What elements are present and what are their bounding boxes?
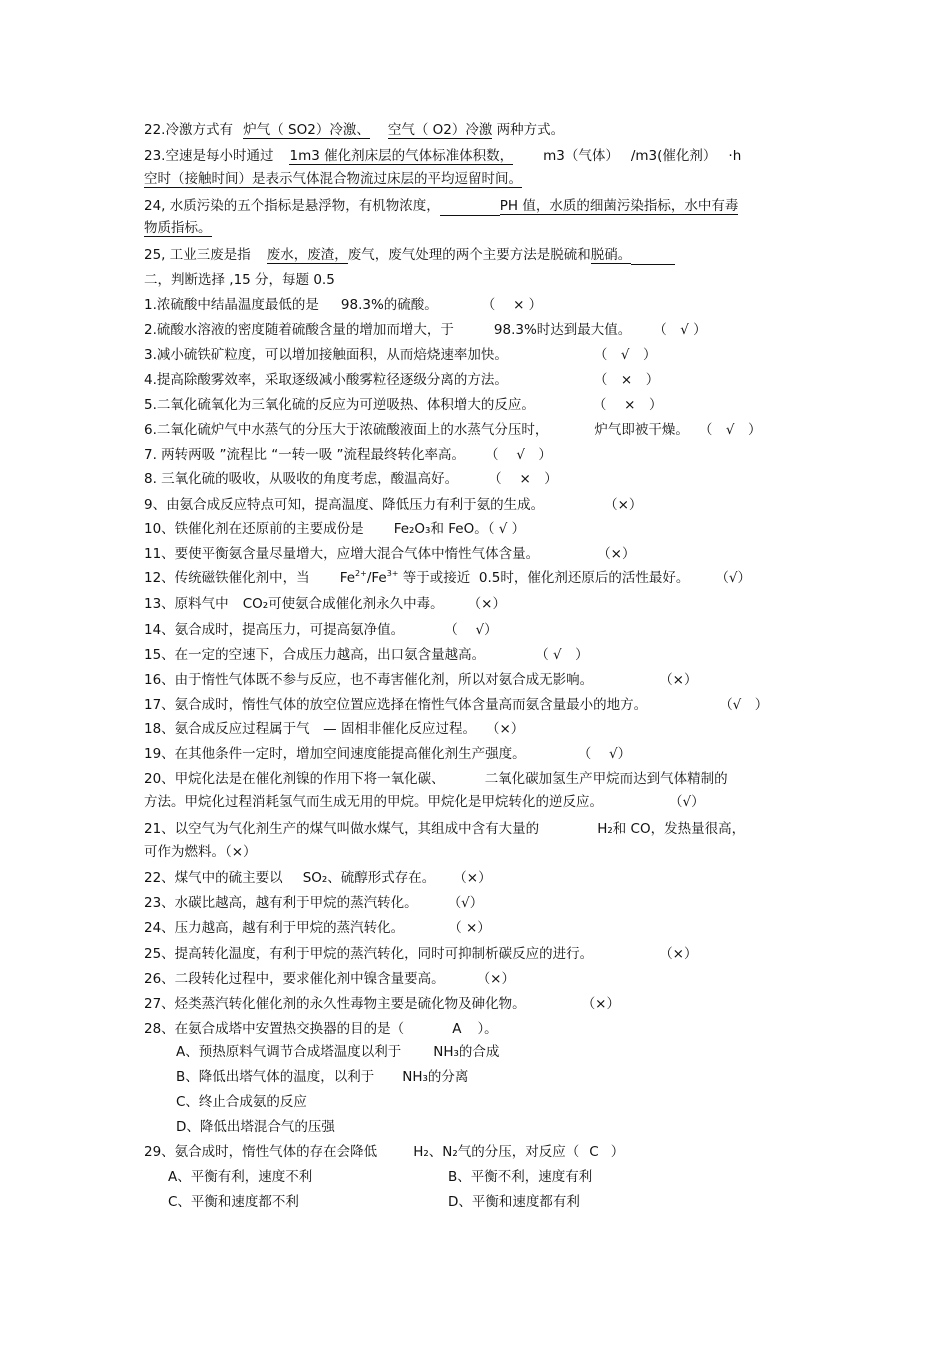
q25-text-1: 25, 工业三废是指 xyxy=(144,247,251,263)
q25-text-2: 废气，废气处理的两个主要方法是脱硫和 xyxy=(347,247,591,263)
judge-text: 7. 两转两吸 ”流程比 “一转一吸 ”流程最终转化率高。 xyxy=(144,447,466,463)
question-answer: A xyxy=(452,1021,462,1037)
q28-option-a xyxy=(176,1043,499,1061)
q23-text-2: 1m3 催化剂床层的气体标准体积数， xyxy=(289,148,514,164)
judge-item xyxy=(144,321,707,339)
judge-value: Fe₂O₃和 FeO。 xyxy=(393,521,488,537)
q23-line2: 空时（接触时间）是表示气体混合物流过床层的平均逗留时间。 xyxy=(144,171,522,187)
option-text: A、预热原料气调节合成塔温度以利于 xyxy=(176,1044,402,1060)
judge-text: 10、铁催化剂在还原前的主要成份是 xyxy=(144,521,364,537)
judge-answer: （×） xyxy=(485,721,525,737)
option-tail: NH₃的分离 xyxy=(402,1069,469,1085)
judge-text: 13、原料气中 xyxy=(144,596,229,612)
judge-text: 15、在一定的空速下，合成压力越高，出口氨含量越高。 xyxy=(144,647,486,663)
q24-text-1: 24, 水质污染的五个指标是悬浮物，有机物浓度， xyxy=(144,198,440,214)
judge-item xyxy=(144,720,524,738)
judge-item xyxy=(144,595,506,613)
judge-item xyxy=(144,646,589,664)
fill-q23 xyxy=(144,147,741,165)
judge-text: 6.二氧化硫炉气中水蒸气的分压大于浓硫酸液面上的水蒸气分压时， xyxy=(144,422,549,438)
judge-text: 20、甲烷化法是在催化剂镍的作用下将一氧化碳、 xyxy=(144,771,445,787)
option-text: A、平衡有利，速度不利 xyxy=(168,1169,313,1185)
judge-item xyxy=(144,945,698,963)
judge-text: 3.减小硫铁矿粒度，可以增加接触面积，从而焙烧速率加快。 xyxy=(144,347,508,363)
judge-text: 可作为燃料。（×） xyxy=(144,844,257,860)
q22-answer-2: 空气（ O2）冷激 xyxy=(387,122,493,138)
q22-text: 22.冷激方式有 xyxy=(144,122,238,138)
q28-stem xyxy=(144,1020,498,1038)
judge-value: H₂和 CO，发热量很高， xyxy=(597,821,746,837)
question-text: 29、氨合成时，惰性气体的存在会降低 xyxy=(144,1144,378,1160)
judge-value: 98.3%时达到最大值。 xyxy=(493,322,632,338)
judge-item xyxy=(144,621,498,639)
q23-text-4: /m3(催化剂） xyxy=(630,148,717,164)
q28-option-c: C、终止合成氨的反应 xyxy=(176,1094,307,1110)
option-text: B、降低出塔气体的温度，以利于 xyxy=(176,1069,375,1085)
judge-answer: （ √ ） xyxy=(485,447,552,463)
judge-text: 22、煤气中的硫主要以 xyxy=(144,870,283,886)
judge-answer: （×） xyxy=(581,996,620,1012)
judge-answer: （×） xyxy=(659,946,698,962)
judge-text: 12、传统磁铁催化剂中，当 xyxy=(144,570,310,586)
judge-item xyxy=(144,770,728,788)
q25-answer-3: 脱硝。 xyxy=(590,247,632,263)
q25-answer-1: 废水， xyxy=(266,247,308,263)
judge-text: 18、氨合成反应过程属于气 — 固相非催化反应过程。 xyxy=(144,721,476,737)
q28-option-d: D、降低出塔混合气的压强 xyxy=(176,1119,335,1135)
q29-options-row2 xyxy=(168,1193,808,1211)
judge-text: 24、压力越高，越有利于甲烷的蒸汽转化。 xyxy=(144,920,405,936)
judge-item xyxy=(144,470,558,488)
judge-item xyxy=(144,745,631,763)
q29-stem xyxy=(144,1143,624,1161)
judge-item-line2 xyxy=(144,843,257,861)
judge-text: 16、由于惰性气体既不参与反应，也不毒害催化剂，所以对氨合成无影响。 xyxy=(144,672,594,688)
q23-text-1: 23.空速是每小时通过 xyxy=(144,148,274,164)
judge-answer: （ √ ） xyxy=(487,521,526,537)
fill-q24-line2 xyxy=(144,219,212,237)
option-text: B、平衡不利，速度有利 xyxy=(448,1169,593,1185)
judge-item xyxy=(144,696,768,714)
judge-answer: （ ×） xyxy=(448,920,491,936)
q29-options-row1 xyxy=(168,1168,808,1186)
judge-value: CO₂可使氨合成催化剂永久中毒。 xyxy=(242,596,444,612)
q23-text-5: ·h xyxy=(728,148,742,164)
judge-value: 二氧化碳加氢生产甲烷而达到气体精制的 xyxy=(484,771,728,787)
fill-q23-line2 xyxy=(144,170,522,188)
judge-text: 8. 三氧化硫的吸收，从吸收的角度考虑，酸温高好。 xyxy=(144,471,459,487)
judge-item xyxy=(144,820,745,838)
judge-answer: （ × ） xyxy=(488,471,558,487)
judge-answer: （√） xyxy=(715,570,751,586)
question-close: ） xyxy=(610,1144,625,1160)
judge-answer: （√） xyxy=(669,794,705,810)
judge-answer: （√） xyxy=(447,895,484,911)
judge-answer: （ √ ） xyxy=(698,422,762,438)
judge-item xyxy=(144,894,483,912)
option-text: D、平衡和速度都有利 xyxy=(448,1194,580,1210)
fill-q25 xyxy=(144,246,675,265)
fill-q24 xyxy=(144,197,738,216)
judge-item xyxy=(144,346,657,364)
q22-answer-1: 炉气（ SO2）冷激、 xyxy=(243,122,370,138)
question-text-2: H₂、N₂气的分压，对反应（ xyxy=(413,1144,580,1160)
q28-option-b xyxy=(176,1068,468,1086)
judge-text: 17、氨合成时，惰性气体的放空位置应选择在惰性气体含量高而氨含量最小的地方。 xyxy=(144,697,648,713)
judge-answer: （ √ ） xyxy=(593,347,657,363)
judge-text: 21、以空气为气化剂生产的煤气叫做水煤气，其组成中含有大量的 xyxy=(144,821,540,837)
q24-line2: 物质指标。 xyxy=(144,220,212,236)
section-title: 二，判断选择 ,15 分，每题 0.5 xyxy=(144,272,335,288)
judge-text: 14、氨合成时，提高压力，可提高氨净值。 xyxy=(144,622,405,638)
judge-item xyxy=(144,995,620,1013)
judge-item xyxy=(144,919,491,937)
judge-value: 炉气即被干燥。 xyxy=(594,422,689,438)
judge-item xyxy=(144,869,492,887)
judge-text: 2.硫酸水溶液的密度随着硫酸含量的增加而增大，于 xyxy=(144,322,454,338)
judge-item xyxy=(144,371,659,389)
judge-item xyxy=(144,671,698,689)
judge-answer: （×） xyxy=(467,596,506,612)
judge-item xyxy=(144,296,542,314)
question-close: ）。 xyxy=(477,1021,498,1037)
judge-answer: （×） xyxy=(659,672,698,688)
judge-answer: （ √） xyxy=(577,746,632,762)
q25-answer-2: 废渣， xyxy=(307,247,348,263)
judge-answer: （×） xyxy=(597,546,636,562)
judge-item xyxy=(144,520,525,538)
judge-text: 方法。甲烷化过程消耗氢气而生成无用的甲烷。甲烷化是甲烷转化的逆反应。 xyxy=(144,794,603,810)
judge-text: 26、二段转化过程中，要求催化剂中镍含量要高。 xyxy=(144,971,445,987)
judge-answer: （√ ） xyxy=(719,697,769,713)
option-tail: NH₃的合成 xyxy=(433,1044,500,1060)
judge-item xyxy=(144,421,762,439)
judge-answer: （×） xyxy=(476,971,515,987)
judge-answer: （ √ ） xyxy=(535,647,589,663)
question-text: 28、在氨合成塔中安置热交换器的目的是（ xyxy=(144,1021,405,1037)
judge-answer: （ × ） xyxy=(481,297,543,313)
q24-text-2: PH 值，水质的细菌污染指标，水中有毒 xyxy=(499,198,739,214)
judge-text: 23、水碳比越高，越有利于甲烷的蒸汽转化。 xyxy=(144,895,418,911)
judge-text: 5.二氧化硫氧化为三氧化硫的反应为可逆吸热、体积增大的反应。 xyxy=(144,397,535,413)
judge-answer: （ × ） xyxy=(593,372,660,388)
option-text: C、平衡和速度都不利 xyxy=(168,1194,299,1210)
judge-value: 98.3%的硫酸。 xyxy=(340,297,438,313)
judge-text: 9、由氨合成反应特点可知，提高温度、降低压力有利于氨的生成。 xyxy=(144,497,545,513)
judge-value: SO₂、硫醇形式存在。 xyxy=(302,870,436,886)
judge-answer: （ √ ） xyxy=(653,322,707,338)
judge-answer: （×） xyxy=(604,497,643,513)
judge-answer: （ × ） xyxy=(592,397,663,413)
judge-item-line2 xyxy=(144,793,705,811)
judge-item xyxy=(144,496,642,514)
judge-text: 4.提高除酸雾效率，采取逐级减小酸雾粒径逐级分离的方法。 xyxy=(144,372,508,388)
q22-tail: 两种方式。 xyxy=(492,122,565,138)
judge-text: 27、烃类蒸汽转化催化剂的永久性毒物主要是硫化物及砷化物。 xyxy=(144,996,526,1012)
judge-text: 19、在其他条件一定时，增加空间速度能提高催化剂生产强度。 xyxy=(144,746,526,762)
judge-item xyxy=(144,446,552,464)
q23-text-3: m3（气体） xyxy=(543,148,619,164)
judge-item xyxy=(144,569,751,587)
judge-answer: （×） xyxy=(453,870,492,886)
judge-item xyxy=(144,970,515,988)
judge-answer: （ √） xyxy=(444,622,498,638)
question-answer: C xyxy=(589,1144,599,1160)
judge-text: 11、要使平衡氨含量尽量增大，应增大混合气体中惰性气体含量。 xyxy=(144,546,540,562)
judge-value: $Fe^{2+}/Fe^{3+}$ 等于或接近 0.5时，催化剂还原后的活性最好。 xyxy=(339,569,690,586)
judge-item xyxy=(144,545,636,563)
judge-text: 1.浓硫酸中结晶温度最低的是 xyxy=(144,297,319,313)
judge-text: 25、提高转化温度，有利于甲烷的蒸汽转化，同时可抑制析碳反应的进行。 xyxy=(144,946,594,962)
fill-q22 xyxy=(144,121,564,139)
judge-item xyxy=(144,396,663,414)
